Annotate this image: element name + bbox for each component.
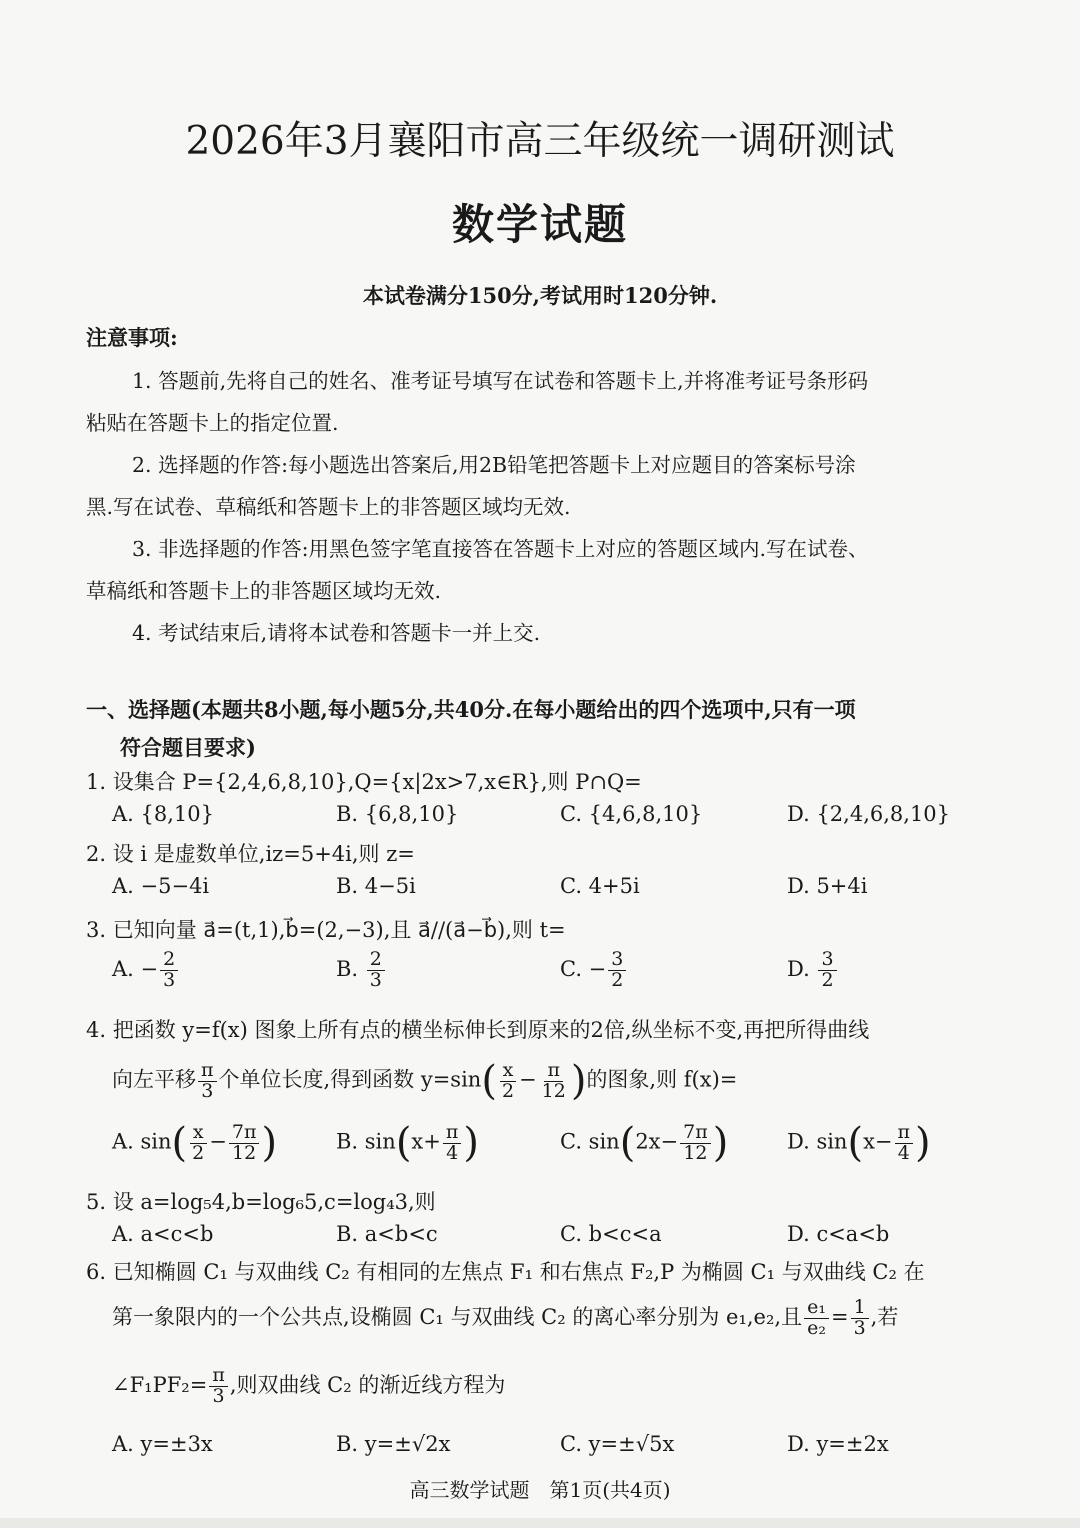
- denominator: 12: [683, 1141, 708, 1164]
- question-3-option-d: [787, 950, 839, 991]
- question-6-option-b: B. y=±√2x: [336, 1432, 451, 1456]
- fraction: [851, 1298, 869, 1339]
- denominator: e₂: [807, 1316, 826, 1339]
- denominator: 4: [446, 1141, 459, 1164]
- fraction: [189, 1120, 207, 1164]
- paren-close: ): [570, 1058, 587, 1104]
- denominator: 12: [541, 1079, 566, 1102]
- option-label: D. sin: [787, 1129, 848, 1154]
- bottom-strip: [0, 1518, 1080, 1528]
- question-6-line3: [112, 1366, 505, 1407]
- question-3-stem: 3. 已知向量 a⃗=(t,1),b⃗=(2,−3),且 a⃗//(a⃗−b⃗),则 t=: [86, 918, 566, 942]
- section-heading-line1: 一、选择题(本题共8小题,每小题5分,共40分.在每小题给出的四个选项中,只有一项: [86, 697, 856, 722]
- option-label: B. sin: [336, 1129, 396, 1154]
- exam-title: 2026年3月襄阳市高三年级统一调研测试: [185, 119, 895, 164]
- denominator: 3: [212, 1384, 225, 1407]
- fraction: [160, 950, 178, 991]
- question-6-option-a: A. y=±3x: [112, 1432, 213, 1456]
- notice-item-2-line2: 黑.写在试卷、草稿纸和答题卡上的非答题区域均无效.: [86, 495, 571, 519]
- question-6-line2: [112, 1298, 898, 1339]
- question-4-option-b: [336, 1120, 479, 1166]
- text-segment: ,若: [870, 1304, 899, 1329]
- denominator: 2: [611, 968, 624, 991]
- question-5-option-a: A. a<c<b: [112, 1222, 214, 1246]
- numerator: 7π: [680, 1123, 711, 1144]
- numerator: 2: [367, 950, 385, 971]
- question-5-option-b: B. a<b<c: [336, 1222, 438, 1246]
- paren-open: (: [847, 1120, 864, 1166]
- question-1-stem: 1. 设集合 P={2,4,6,8,10},Q={x|2x>7,x∈R},则 P∩Q=: [86, 770, 642, 794]
- numerator: 3: [818, 950, 836, 971]
- numerator: e₁: [804, 1298, 829, 1319]
- denominator: 2: [821, 968, 834, 991]
- fraction: [229, 1120, 260, 1164]
- exam-subtitle: 数学试题: [451, 200, 628, 249]
- denominator: 3: [369, 968, 382, 991]
- denominator: 3: [163, 968, 176, 991]
- numerator: 3: [608, 950, 626, 971]
- question-1-option-a: A. {8,10}: [112, 802, 214, 826]
- option-label: B.: [336, 956, 365, 981]
- question-6-line1: 6. 已知椭圆 C₁ 与双曲线 C₂ 有相同的左焦点 F₁ 和右焦点 F₂,P 为椭圆 C₁ 与双曲线 C₂ 在: [86, 1260, 925, 1284]
- paren-close: ): [463, 1120, 479, 1166]
- denominator: 4: [897, 1141, 910, 1164]
- notice-item-1-line2: 粘贴在答题卡上的指定位置.: [86, 411, 339, 435]
- paren-close: ): [915, 1120, 931, 1166]
- question-4-line2: [112, 1058, 737, 1104]
- question-3-option-b: [336, 950, 387, 991]
- denominator: 3: [853, 1316, 866, 1339]
- question-1-option-d: D. {2,4,6,8,10}: [787, 802, 951, 826]
- question-4-option-d: [787, 1120, 931, 1166]
- question-3-option-c: [560, 950, 628, 991]
- score-line: 本试卷满分150分,考试用时120分钟.: [362, 283, 718, 308]
- paren-open: (: [395, 1120, 412, 1166]
- text-segment: x−: [863, 1129, 893, 1154]
- fraction: [198, 1058, 217, 1102]
- denominator: 12: [232, 1141, 257, 1164]
- fraction: [209, 1366, 228, 1407]
- text-segment: 个单位长度,得到函数 y=sin: [218, 1067, 482, 1092]
- question-1-option-b: B. {6,8,10}: [336, 802, 459, 826]
- numerator: π: [895, 1123, 914, 1144]
- text-segment: =: [830, 1304, 849, 1329]
- question-6-option-d: D. y=±2x: [787, 1432, 889, 1456]
- paren-close: ): [261, 1120, 278, 1166]
- section-heading-line2: 符合题目要求): [120, 735, 256, 760]
- question-2-option-c: C. 4+5i: [560, 874, 640, 898]
- question-6-option-c: C. y=±√5x: [560, 1432, 675, 1456]
- text-segment: ∠F₁PF₂=: [112, 1372, 208, 1397]
- fraction: [895, 1120, 914, 1164]
- fraction: [443, 1120, 462, 1164]
- question-4-line1: 4. 把函数 y=f(x) 图象上所有点的横坐标伸长到原来的2倍,纵坐标不变,再把所得曲线: [86, 1018, 870, 1042]
- question-4-option-c: [560, 1120, 728, 1166]
- text-segment: 向左平移: [112, 1067, 196, 1092]
- fraction: [539, 1058, 569, 1102]
- paren-open: (: [171, 1120, 188, 1166]
- notice-item-3-line2: 草稿纸和答题卡上的非答题区域均无效.: [86, 579, 442, 603]
- denominator: 3: [201, 1079, 214, 1102]
- denominator: 2: [192, 1141, 205, 1164]
- text-segment: x+: [411, 1129, 441, 1154]
- fraction: [367, 950, 385, 991]
- notice-item-1-line1: 1. 答题前,先将自己的姓名、准考证号填写在试卷和答题卡上,并将准考证号条形码: [132, 369, 869, 393]
- question-5-stem: 5. 设 a=log₅4,b=log₆5,c=log₄3,则: [86, 1190, 436, 1214]
- text-segment: ,则双曲线 C₂ 的渐近线方程为: [229, 1372, 506, 1397]
- notice-item-2-line1: 2. 选择题的作答:每小题选出答案后,用2B铅笔把答题卡上对应题目的答案标号涂: [132, 453, 856, 477]
- option-label: C. −: [560, 956, 607, 981]
- numerator: 1: [851, 1298, 869, 1319]
- fraction: [680, 1120, 711, 1164]
- numerator: π: [544, 1061, 563, 1082]
- question-2-option-d: D. 5+4i: [787, 874, 868, 898]
- question-4-option-a: [112, 1120, 277, 1166]
- denominator: 2: [501, 1079, 515, 1102]
- numerator: π: [209, 1366, 228, 1387]
- numerator: π: [443, 1123, 462, 1144]
- question-1-option-c: C. {4,6,8,10}: [560, 802, 703, 826]
- paren-close: ): [712, 1120, 729, 1166]
- option-label: D.: [787, 956, 817, 981]
- question-5-option-c: C. b<c<a: [560, 1222, 662, 1246]
- fraction: [818, 950, 836, 991]
- text-segment: −: [519, 1067, 537, 1092]
- option-label: C. sin: [560, 1129, 620, 1154]
- numerator: 2: [160, 950, 178, 971]
- paren-open: (: [619, 1120, 636, 1166]
- option-label: A. −: [112, 956, 159, 981]
- text-segment: −: [209, 1129, 227, 1154]
- text-segment: 第一象限内的一个公共点,设椭圆 C₁ 与双曲线 C₂ 的离心率分别为 e₁,e₂,且: [112, 1304, 803, 1329]
- question-5-option-d: D. c<a<b: [787, 1222, 890, 1246]
- text-segment: 2x−: [635, 1129, 679, 1154]
- paren-open: (: [481, 1058, 497, 1104]
- option-label: A. sin: [112, 1129, 172, 1154]
- numerator: x: [190, 1123, 207, 1144]
- numerator: π: [198, 1061, 217, 1082]
- question-2-option-a: A. −5−4i: [112, 874, 210, 898]
- fraction: [499, 1058, 517, 1102]
- fraction: [804, 1298, 829, 1339]
- numerator: x: [500, 1061, 517, 1082]
- question-3-option-a: [112, 950, 180, 991]
- question-2-option-b: B. 4−5i: [336, 874, 416, 898]
- notice-item-3-line1: 3. 非选择题的作答:用黑色签字笔直接答在答题卡上对应的答题区域内.写在试卷、: [132, 537, 869, 561]
- notice-item-4-line1: 4. 考试结束后,请将本试卷和答题卡一并上交.: [132, 621, 541, 645]
- fraction: [608, 950, 626, 991]
- page-footer: 高三数学试题 第1页(共4页): [409, 1478, 671, 1502]
- text-segment: 的图象,则 f(x)=: [586, 1067, 738, 1092]
- notice-heading: 注意事项:: [86, 325, 178, 350]
- question-2-stem: 2. 设 i 是虚数单位,iz=5+4i,则 z=: [86, 842, 415, 866]
- numerator: 7π: [229, 1123, 260, 1144]
